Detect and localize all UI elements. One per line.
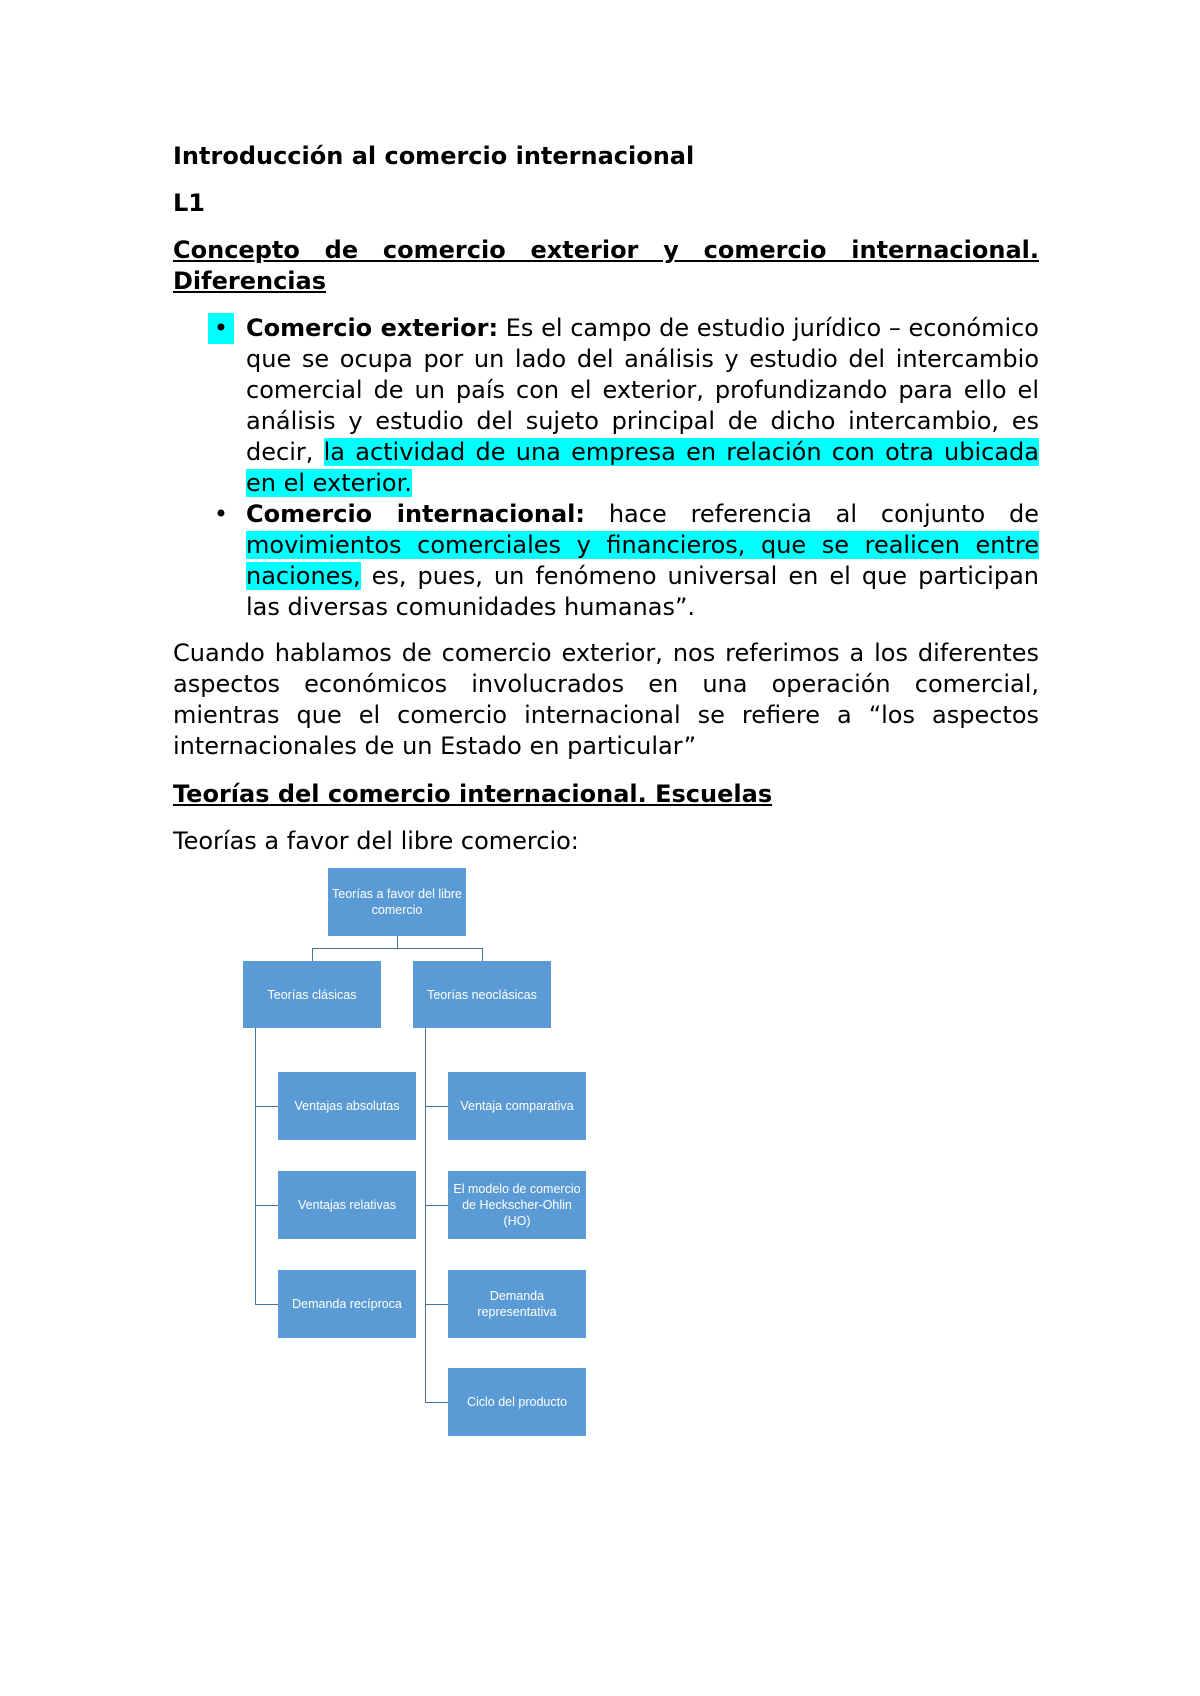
node-neoclassical-child: Ciclo del producto <box>448 1368 586 1436</box>
node-root: Teorías a favor del libre comercio <box>328 868 466 936</box>
node-classical: Teorías clásicas <box>243 961 381 1028</box>
theories-org-chart <box>240 868 600 1438</box>
connector-line <box>482 948 483 961</box>
body-paragraph: Cuando hablamos de comercio exterior, nos referimos a los diferentes aspectos económicos involucrados en una operación comercial, mientras que el comercio internacional se refiere a “los aspectos internacionales de un Estado en particular” <box>173 639 1039 760</box>
node-neoclassical: Teorías neoclásicas <box>413 961 551 1028</box>
node-neoclassical-child: Demanda representativa <box>448 1270 586 1338</box>
bullet-icon: • <box>213 500 229 528</box>
highlighted-text: movimientos comerciales y financieros, que se realicen entre naciones, <box>246 531 1039 590</box>
connector-line <box>425 1028 426 1403</box>
connector-line <box>312 948 483 949</box>
term: Comercio internacional: <box>246 500 585 528</box>
term: Comercio exterior: <box>246 314 499 342</box>
node-neoclassical-child: Ventaja comparativa <box>448 1072 586 1140</box>
node-neoclassical-child: El modelo de comercio de Heckscher-Ohlin (HO) <box>448 1171 586 1239</box>
section-heading-theories: Teorías del comercio internacional. Escuelas <box>173 780 773 808</box>
theories-intro: Teorías a favor del libre comercio: <box>173 827 579 855</box>
definitions-list <box>173 313 1039 623</box>
list-item <box>173 313 1039 499</box>
definition-text: Es el campo de estudio jurídico – económico que se ocupa por un lado del análisis y estudio del intercambio comercial de un país con el exterior, profundizando para ello el análisis y estudio del sujeto principal de dicho intercambio, es decir, <box>246 314 1039 466</box>
bullet-icon: • <box>208 313 234 344</box>
node-classical-child: Ventajas relativas <box>278 1171 416 1239</box>
section-heading-concepts: Concepto de comercio exterior y comercio internacional. Diferencias <box>173 236 1039 295</box>
node-classical-child: Ventajas absolutas <box>278 1072 416 1140</box>
definition-text-after: es, pues, un fenómeno universal en el que participan las diversas comunidades humanas”. <box>246 562 1039 621</box>
connector-line <box>255 1028 256 1305</box>
document-title: Introducción al comercio internacional <box>173 142 695 170</box>
connector-line <box>312 948 313 961</box>
connector-line <box>397 936 398 948</box>
definition-text: hace referencia al conjunto de <box>608 500 1039 528</box>
node-classical-child: Demanda recíproca <box>278 1270 416 1338</box>
list-item <box>173 499 1039 623</box>
highlighted-text: la actividad de una empresa en relación con otra ubicada en el exterior. <box>246 438 1039 497</box>
lesson-label: L1 <box>173 189 205 217</box>
